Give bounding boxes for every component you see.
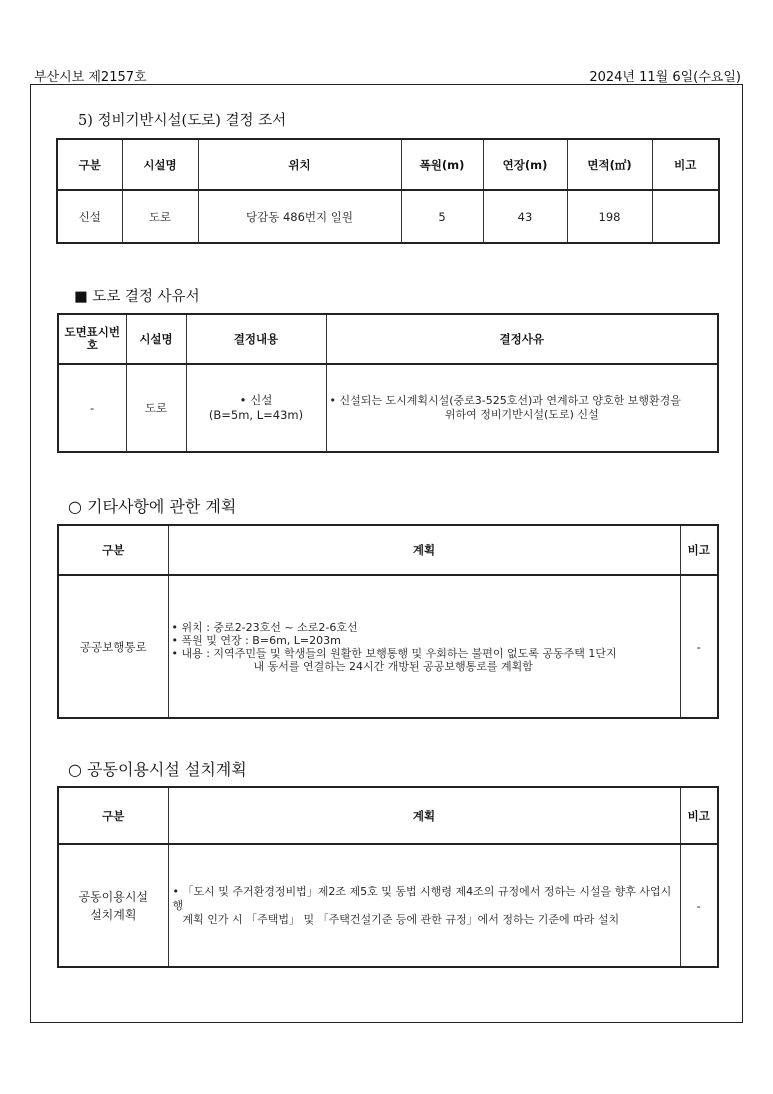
- table-cell: -: [58, 364, 126, 452]
- table-cell: 신설: [57, 190, 122, 243]
- table-cell: 198: [567, 190, 652, 243]
- column-header: 연장(m): [483, 139, 567, 190]
- table-cell: -: [680, 844, 718, 967]
- plan-line: • 폭원 및 연장 : B=6m, L=203m: [171, 633, 341, 647]
- column-header: 구분: [58, 525, 168, 575]
- table-header-row: [57, 139, 719, 190]
- plan-line: 내 동서를 연결하는 24시간 개방된 공공보행통로를 계획함: [253, 659, 533, 673]
- table-cell: 43: [483, 190, 567, 243]
- table-cell: [652, 190, 719, 243]
- section-reason-title: ■ 도로 결정 사유서: [74, 289, 200, 305]
- table-row: [57, 190, 719, 243]
- plan-line: • 내용 : 지역주민들 및 학생들의 원활한 보행통행 및 우회하는 불편이 없도록 공동주택 1단지: [171, 646, 617, 660]
- column-header: 위치: [198, 139, 401, 190]
- category-cell: [58, 844, 168, 967]
- column-header: 비고: [652, 139, 719, 190]
- table-cell: -: [680, 575, 718, 718]
- road-reason-table: [57, 313, 719, 453]
- table-header-row: [58, 525, 718, 575]
- table-header-row: [58, 787, 718, 844]
- plan-line: • 위치 : 중로2-23호선 ~ 소로2-6호선: [171, 620, 358, 634]
- shared-facility-table: [57, 786, 719, 968]
- column-header: 비고: [680, 525, 718, 575]
- column-header: 계획: [168, 525, 680, 575]
- column-header: 구분: [58, 787, 168, 844]
- column-header: 결정내용: [186, 314, 326, 364]
- decision-reason-line: 위하여 정비기반시설(도로) 신설: [444, 408, 599, 421]
- table-cell: 도로: [126, 364, 186, 452]
- column-header: 도면표시번호: [58, 314, 126, 364]
- plan-line: • 「도시 및 주거환경정비법」제2조 제5호 및 동법 시행령 제4조의 규정에서 정하는 시설을 향후 사업시행: [172, 884, 672, 912]
- table-cell: 도로: [122, 190, 198, 243]
- section-road-title: 5) 정비기반시설(도로) 결정 조서: [78, 113, 287, 129]
- table-row: [58, 364, 718, 452]
- plan-cell: [168, 844, 680, 967]
- page-header: [34, 66, 741, 84]
- column-header: 결정사유: [326, 314, 718, 364]
- table-row: [58, 844, 718, 967]
- column-header: 시설명: [122, 139, 198, 190]
- publication-date: 2024년 11월 6일(수요일): [589, 70, 741, 85]
- decision-content-line: (B=5m, L=43m): [208, 408, 304, 422]
- column-header: 시설명: [126, 314, 186, 364]
- table-cell: 5: [401, 190, 483, 243]
- decision-content-cell: [186, 364, 326, 452]
- column-header: 비고: [680, 787, 718, 844]
- column-header: 계획: [168, 787, 680, 844]
- decision-reason-line: • 신설되는 도시계획시설(중로3-525호선)과 연계하고 양호한 보행환경을: [329, 394, 681, 407]
- plan-line: 계획 인가 시 「주택법」 및 「주택건설기준 등에 관한 규정」에서 정하는 기준에 따라 설치: [182, 912, 620, 926]
- decision-content-line: • 신설: [239, 393, 273, 407]
- table-row: [58, 575, 718, 718]
- category-line: 설치계획: [90, 907, 137, 922]
- road-decision-table: [56, 138, 720, 244]
- other-plan-table: [57, 524, 719, 719]
- publication-title: 부산시보 제2157호: [34, 70, 147, 85]
- column-header: 구분: [57, 139, 122, 190]
- section-shared-title: ○ 공동이용시설 설치계획: [68, 760, 247, 779]
- section-other-title: ○ 기타사항에 관한 계획: [68, 497, 237, 516]
- table-cell: 당감동 486번지 일원: [198, 190, 401, 243]
- table-header-row: [58, 314, 718, 364]
- table-cell: 공공보행통로: [58, 575, 168, 718]
- column-header: 면적(㎡): [567, 139, 652, 190]
- column-header: 폭원(m): [401, 139, 483, 190]
- category-line: 공동이용시설: [78, 889, 149, 904]
- decision-reason-cell: [326, 364, 718, 452]
- plan-cell: [168, 575, 680, 718]
